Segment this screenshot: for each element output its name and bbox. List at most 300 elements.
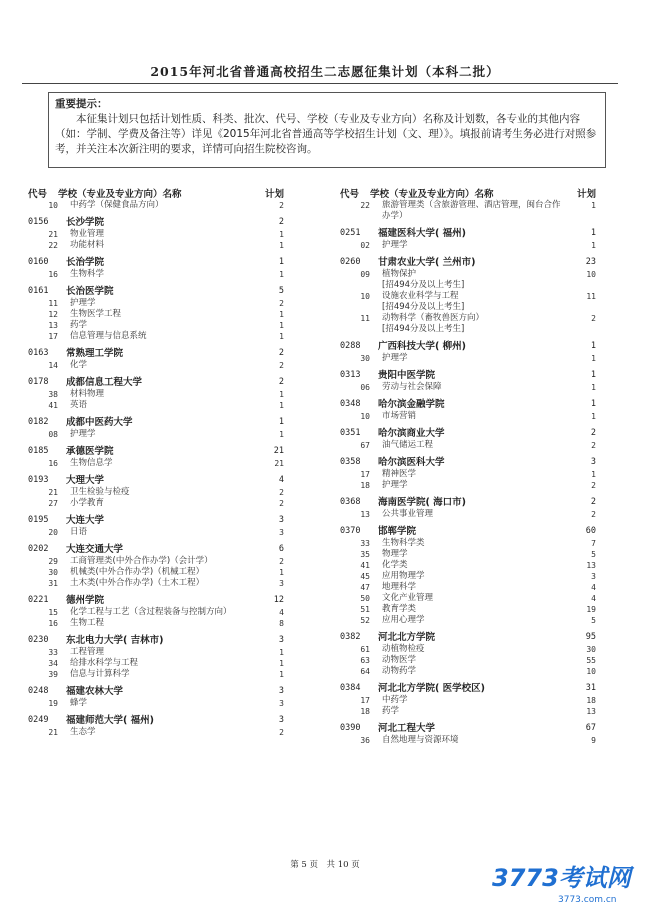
plan-count: 3 <box>278 635 284 645</box>
page-footer: 第 5 页 共 10 页 <box>290 860 360 870</box>
major-row <box>28 400 284 411</box>
school-name: 海南医学院( 海口市) <box>378 497 466 508</box>
plan-count: 95 <box>585 632 596 642</box>
plan-count: 1 <box>591 383 596 392</box>
major-name: 植物保护 <box>382 269 417 279</box>
plan-count: 1 <box>279 230 284 239</box>
school-name: 长治学院 <box>66 257 105 268</box>
notice-box <box>48 92 606 168</box>
major-name: 动物药学 <box>382 666 417 676</box>
major-code: 63 <box>360 656 370 665</box>
school-code: 0260 <box>340 257 361 267</box>
major-name: 工商管理类(中外合作办学)（会计学） <box>70 556 213 566</box>
plan-count: 1 <box>591 241 596 250</box>
major-code: 12 <box>48 310 58 319</box>
plan-count: 1 <box>279 648 284 657</box>
major-name: 生物信息学 <box>70 458 113 468</box>
major-row <box>28 498 284 509</box>
school-name: 常熟理工学院 <box>66 348 124 359</box>
major-row <box>340 269 596 291</box>
school-row <box>340 525 596 538</box>
major-name: 化学工程与工艺（含过程装备与控制方向） <box>70 607 232 617</box>
school-name: 福建农林大学 <box>66 686 124 697</box>
major-row <box>28 429 284 440</box>
plan-count: 1 <box>279 270 284 279</box>
column-header <box>340 186 596 200</box>
school-name: 哈尔滨医科大学 <box>378 457 445 468</box>
plan-count: 1 <box>279 430 284 439</box>
major-row <box>340 571 596 582</box>
major-name: 动物医学 <box>382 655 417 665</box>
major-name: 旅游管理类（含旅游管理、酒店管理，闽台合作办学） <box>382 200 561 221</box>
school-row <box>28 594 284 607</box>
major-code: 10 <box>48 201 58 210</box>
major-row <box>340 666 596 677</box>
plan-count: 3 <box>278 686 284 696</box>
major-code: 15 <box>48 608 58 617</box>
school-code: 0288 <box>340 341 361 351</box>
major-name: 材料物理 <box>70 389 105 399</box>
major-row <box>28 647 284 658</box>
school-name: 大连大学 <box>66 515 105 526</box>
major-name: 应用物理学 <box>382 571 425 581</box>
school-row <box>28 543 284 556</box>
major-code: 08 <box>48 430 58 439</box>
right-column <box>340 186 596 746</box>
major-code: 18 <box>360 707 370 716</box>
major-name: 地理科学 <box>382 582 417 592</box>
school-name: 河北北方学院 <box>378 632 436 643</box>
school-code: 0351 <box>340 428 361 438</box>
plan-count: 31 <box>585 683 596 693</box>
major-name: 工程管理 <box>70 647 105 657</box>
school-row <box>28 416 284 429</box>
major-name: 生物工程 <box>70 618 105 628</box>
school-name: 东北电力大学( 吉林市) <box>66 635 164 646</box>
major-row <box>28 527 284 538</box>
major-name: 小学教育 <box>70 498 105 508</box>
major-row <box>340 655 596 666</box>
major-row <box>340 353 596 364</box>
school-name: 成都信息工程大学 <box>66 377 143 388</box>
major-row <box>340 313 596 335</box>
school-code: 0382 <box>340 632 361 642</box>
major-name: 生态学 <box>70 727 96 737</box>
notice-heading: 重要提示： <box>55 98 108 110</box>
school-row <box>28 256 284 269</box>
plan-count: 3 <box>278 715 284 725</box>
major-code: 36 <box>360 736 370 745</box>
plan-count: 4 <box>279 608 284 617</box>
major-name: 机械类(中外合作办学)（机械工程） <box>70 567 205 577</box>
school-name: 德州学院 <box>66 595 105 606</box>
major-code: 19 <box>48 699 58 708</box>
major-name: 土木类(中外合作办学)（土木工程） <box>70 578 205 588</box>
major-name: 教育学类 <box>382 604 417 614</box>
plan-count: 30 <box>586 645 596 654</box>
major-code: 10 <box>360 292 370 301</box>
plan-count: 3 <box>279 528 284 537</box>
major-name: 设施农业科学与工程 <box>382 291 459 301</box>
plan-count: 5 <box>591 550 596 559</box>
major-code: 39 <box>48 670 58 679</box>
major-code: 06 <box>360 383 370 392</box>
school-code: 0185 <box>28 446 49 456</box>
plan-count: 67 <box>585 723 596 733</box>
school-code: 0313 <box>340 370 361 380</box>
school-row <box>28 216 284 229</box>
major-name: 精神医学 <box>382 469 417 479</box>
school-code: 0370 <box>340 526 361 536</box>
plan-count: 1 <box>279 241 284 250</box>
school-row <box>28 285 284 298</box>
major-name: 信息与计算科学 <box>70 669 130 679</box>
school-code: 0348 <box>340 399 361 409</box>
school-code: 0358 <box>340 457 361 467</box>
plan-count: 1 <box>590 399 596 409</box>
plan-count: 1 <box>590 370 596 380</box>
school-row <box>340 722 596 735</box>
major-name: 中药学（保健食品方向） <box>70 200 164 210</box>
plan-count: 10 <box>586 667 596 676</box>
plan-count: 1 <box>279 321 284 330</box>
major-code: 17 <box>360 696 370 705</box>
major-row <box>28 229 284 240</box>
major-code: 17 <box>360 470 370 479</box>
major-code: 52 <box>360 616 370 625</box>
school-code: 0202 <box>28 544 49 554</box>
major-name: 护理学 <box>70 429 96 439</box>
major-code: 33 <box>48 648 58 657</box>
major-name: 给排水科学与工程 <box>70 658 139 668</box>
plan-count: 55 <box>586 656 596 665</box>
school-name: 福建医科大学( 福州) <box>378 228 466 239</box>
school-name: 大理大学 <box>66 475 105 486</box>
major-name: 动植物检疫 <box>382 644 425 654</box>
school-row <box>28 634 284 647</box>
major-code: 21 <box>48 728 58 737</box>
major-row <box>28 669 284 680</box>
plan-count: 19 <box>586 605 596 614</box>
school-code: 0390 <box>340 723 361 733</box>
major-code: 45 <box>360 572 370 581</box>
major-code: 10 <box>360 412 370 421</box>
page-title: 2015年河北省普通高校招生二志愿征集计划（本科二批） <box>150 64 500 79</box>
major-row <box>340 440 596 451</box>
plan-count: 2 <box>591 314 596 323</box>
major-name: 油气储运工程 <box>382 440 434 450</box>
header-name: 学校（专业及专业方向）名称 <box>370 189 494 200</box>
school-code: 0193 <box>28 475 49 485</box>
major-row <box>340 509 596 520</box>
major-name: 动物科学（畜牧兽医方向） <box>382 313 485 323</box>
plan-count: 11 <box>586 292 596 301</box>
major-row <box>28 320 284 331</box>
major-row <box>340 593 596 604</box>
plan-count: 2 <box>278 377 284 387</box>
plan-count: 1 <box>591 470 596 479</box>
title-divider <box>22 83 618 84</box>
plan-count: 13 <box>586 561 596 570</box>
major-row <box>28 607 284 618</box>
major-code: 61 <box>360 645 370 654</box>
major-code: 21 <box>48 230 58 239</box>
major-row <box>340 382 596 393</box>
school-name: 哈尔滨商业大学 <box>378 428 445 439</box>
major-note: [招494分及以上考生] <box>382 324 465 334</box>
school-name: 河北北方学院( 医学校区) <box>378 683 485 694</box>
plan-count: 2 <box>590 428 596 438</box>
school-row <box>28 474 284 487</box>
school-name: 河北工程大学 <box>378 723 436 734</box>
school-code: 0221 <box>28 595 49 605</box>
school-name: 长治医学院 <box>66 286 114 297</box>
plan-count: 4 <box>591 594 596 603</box>
school-code: 0249 <box>28 715 49 725</box>
major-code: 22 <box>360 201 370 210</box>
left-rows <box>28 200 284 738</box>
major-code: 16 <box>48 459 58 468</box>
major-code: 11 <box>360 314 370 323</box>
major-name: 物理学 <box>382 549 408 559</box>
site-logo <box>490 858 640 908</box>
logo-url-text: 3773.com.cn <box>558 895 617 905</box>
school-name: 广西科技大学( 柳州) <box>378 341 466 352</box>
school-row <box>340 456 596 469</box>
school-row <box>28 685 284 698</box>
plan-count: 9 <box>591 736 596 745</box>
major-name: 应用心理学 <box>382 615 425 625</box>
school-code: 0248 <box>28 686 49 696</box>
school-name: 贵阳中医学院 <box>378 370 436 381</box>
plan-count: 2 <box>279 557 284 566</box>
plan-count: 2 <box>278 348 284 358</box>
major-name: 护理学 <box>70 298 96 308</box>
major-name: 物业管理 <box>70 229 105 239</box>
school-code: 0368 <box>340 497 361 507</box>
school-name: 大连交通大学 <box>66 544 124 555</box>
school-row <box>340 340 596 353</box>
major-code: 02 <box>360 241 370 250</box>
right-rows <box>340 200 596 746</box>
plan-count: 13 <box>586 707 596 716</box>
major-code: 35 <box>360 550 370 559</box>
header-plan: 计划 <box>264 189 284 200</box>
major-name: 生物科学 <box>70 269 105 279</box>
major-code: 13 <box>48 321 58 330</box>
major-code: 17 <box>48 332 58 341</box>
plan-count: 1 <box>279 659 284 668</box>
school-name: 承德医学院 <box>66 446 114 457</box>
plan-count: 4 <box>591 583 596 592</box>
plan-count: 10 <box>586 270 596 279</box>
plan-count: 6 <box>278 544 284 554</box>
plan-count: 23 <box>585 257 596 267</box>
major-code: 33 <box>360 539 370 548</box>
plan-count: 21 <box>274 459 284 468</box>
major-row <box>28 269 284 280</box>
plan-count: 1 <box>279 310 284 319</box>
school-code: 0156 <box>28 217 49 227</box>
major-row <box>340 706 596 717</box>
major-row <box>340 615 596 626</box>
school-code: 0161 <box>28 286 49 296</box>
major-row <box>28 331 284 342</box>
plan-count: 1 <box>591 354 596 363</box>
major-row <box>28 458 284 469</box>
school-name: 甘肃农业大学( 兰州市) <box>378 257 476 268</box>
school-name: 福建师范大学( 福州) <box>66 715 154 726</box>
plan-count: 2 <box>279 299 284 308</box>
major-row <box>28 200 284 211</box>
major-name: 护理学 <box>382 480 408 490</box>
plan-count: 2 <box>591 510 596 519</box>
plan-count: 2 <box>590 497 596 507</box>
major-row <box>340 644 596 655</box>
plan-count: 2 <box>279 488 284 497</box>
plan-count: 60 <box>585 526 596 536</box>
plan-count: 1 <box>590 228 596 238</box>
header-code: 代号 <box>28 189 48 200</box>
major-row <box>340 480 596 491</box>
major-row <box>28 240 284 251</box>
major-name: 英语 <box>70 400 88 410</box>
school-code: 0160 <box>28 257 49 267</box>
major-code: 27 <box>48 499 58 508</box>
major-code: 18 <box>360 481 370 490</box>
major-row <box>28 658 284 669</box>
major-code: 16 <box>48 270 58 279</box>
logo-brand-text: 3773考试网 <box>492 864 631 892</box>
plan-count: 1 <box>279 332 284 341</box>
major-code: 64 <box>360 667 370 676</box>
major-row <box>340 538 596 549</box>
school-row <box>340 227 596 240</box>
school-row <box>28 514 284 527</box>
school-row <box>28 347 284 360</box>
major-name: 日语 <box>70 527 88 537</box>
school-code: 0251 <box>340 228 361 238</box>
major-row <box>28 567 284 578</box>
plan-count: 2 <box>279 728 284 737</box>
plan-count: 1 <box>279 401 284 410</box>
major-code: 50 <box>360 594 370 603</box>
plan-count: 18 <box>586 696 596 705</box>
plan-count: 2 <box>279 201 284 210</box>
school-row <box>340 398 596 411</box>
major-name: 劳动与社会保障 <box>382 382 442 392</box>
school-row <box>340 496 596 509</box>
major-code: 51 <box>360 605 370 614</box>
plan-count: 1 <box>279 390 284 399</box>
major-note: [招494分及以上考生] <box>382 280 465 290</box>
major-name: 化学类 <box>382 560 408 570</box>
plan-count: 1 <box>591 412 596 421</box>
plan-count: 2 <box>278 217 284 227</box>
major-row <box>28 389 284 400</box>
plan-count: 2 <box>279 361 284 370</box>
major-code: 30 <box>360 354 370 363</box>
notice-body: 本征集计划只包括计划性质、科类、批次、代号、学校（专业及专业方向）名称及计划数，各专业的其他内容（如：学制、学费及备注等）详见《2015年河北省普通高等学校招生计划（文、理）》。填报前请考生务必进行对照参考，并关注本次新注明的要求，详情可向招生院校咨询。 <box>55 113 597 155</box>
plan-count: 1 <box>590 341 596 351</box>
major-name: 文化产业管理 <box>382 593 434 603</box>
major-row <box>28 298 284 309</box>
major-row <box>28 360 284 371</box>
plan-count: 2 <box>279 499 284 508</box>
school-code: 0163 <box>28 348 49 358</box>
school-row <box>28 714 284 727</box>
plan-count: 4 <box>278 475 284 485</box>
school-row <box>28 376 284 389</box>
major-name: 药学 <box>382 706 400 716</box>
school-name: 成都中医药大学 <box>66 417 133 428</box>
major-code: 31 <box>48 579 58 588</box>
plan-count: 2 <box>591 481 596 490</box>
major-name: 生物科学类 <box>382 538 425 548</box>
major-code: 38 <box>48 390 58 399</box>
major-row <box>28 578 284 589</box>
major-code: 47 <box>360 583 370 592</box>
major-name: 卫生检验与检疫 <box>70 487 130 497</box>
major-row <box>340 582 596 593</box>
major-row <box>28 727 284 738</box>
major-name: 化学 <box>70 360 88 370</box>
major-row <box>340 549 596 560</box>
major-name: 信息管理与信息系统 <box>70 331 147 341</box>
plan-count: 8 <box>279 619 284 628</box>
major-name: 药学 <box>70 320 88 330</box>
major-code: 41 <box>360 561 370 570</box>
school-code: 0384 <box>340 683 361 693</box>
major-name: 中药学 <box>382 695 408 705</box>
plan-count: 1 <box>278 417 284 427</box>
school-code: 0195 <box>28 515 49 525</box>
major-row <box>28 309 284 320</box>
school-row <box>340 682 596 695</box>
major-row <box>340 411 596 422</box>
plan-count: 3 <box>279 699 284 708</box>
major-row <box>340 560 596 571</box>
major-code: 14 <box>48 361 58 370</box>
plan-count: 12 <box>273 595 284 605</box>
major-row <box>340 469 596 480</box>
left-column <box>28 186 284 738</box>
plan-count: 5 <box>278 286 284 296</box>
plan-count: 1 <box>278 257 284 267</box>
major-name: 功能材料 <box>70 240 105 250</box>
major-code: 16 <box>48 619 58 628</box>
major-code: 67 <box>360 441 370 450</box>
plan-count: 5 <box>591 616 596 625</box>
major-code: 11 <box>48 299 58 308</box>
major-row <box>28 487 284 498</box>
major-row <box>340 240 596 251</box>
plan-count: 3 <box>591 572 596 581</box>
plan-count: 3 <box>278 515 284 525</box>
header-code: 代号 <box>340 189 360 200</box>
major-note: [招494分及以上考生] <box>382 302 465 312</box>
major-row <box>28 698 284 709</box>
column-header <box>28 186 284 200</box>
major-row <box>28 618 284 629</box>
plan-count: 7 <box>591 539 596 548</box>
major-code: 13 <box>360 510 370 519</box>
major-row <box>340 291 596 313</box>
school-code: 0230 <box>28 635 49 645</box>
major-row <box>340 604 596 615</box>
school-name: 长沙学院 <box>66 217 105 228</box>
school-row <box>340 427 596 440</box>
